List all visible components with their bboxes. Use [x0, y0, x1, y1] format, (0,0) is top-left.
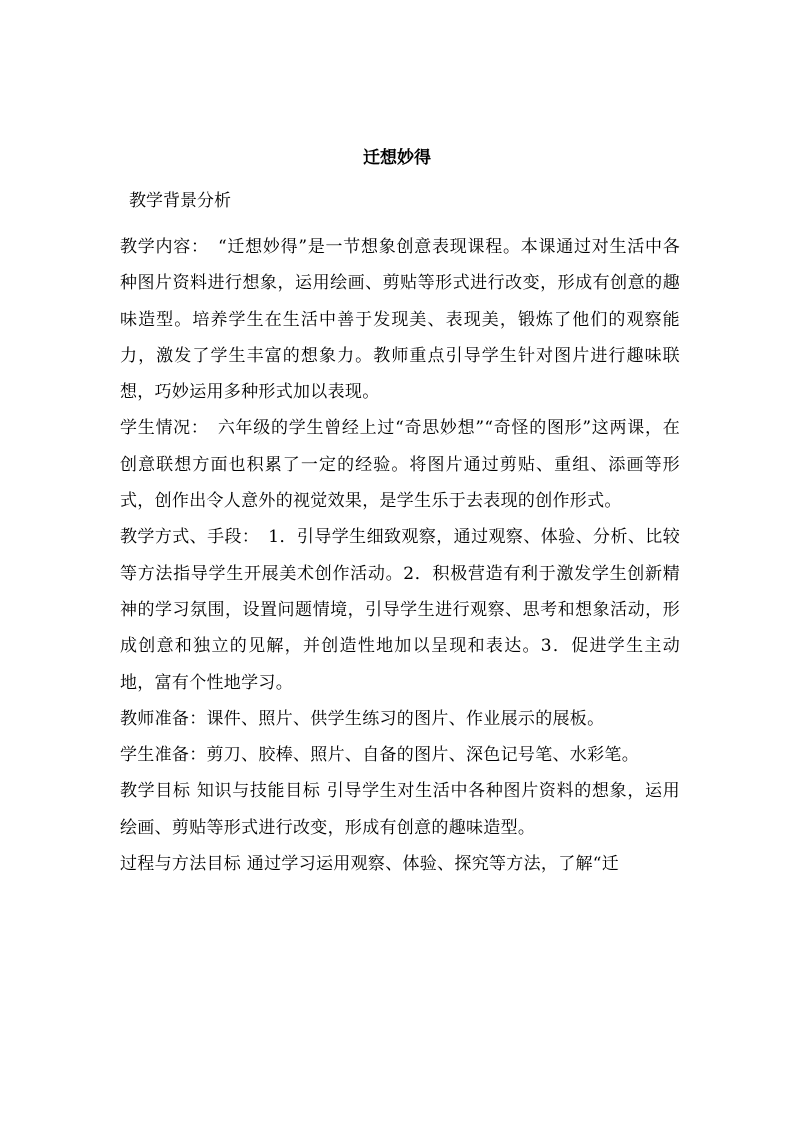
paragraph-teaching-goals: 教学目标 知识与技能目标 引导学生对生活中各种图片资料的想象，运用绘画、剪贴等形式进行改变，形成有创意的趣味造型。 [120, 781, 680, 838]
paragraph-teaching-content: 教学内容： “迁想妙得”是一节想象创意表现课程。本课通过对生活中各种图片资料进行想象，运用绘画、剪贴等形式进行改变，形成有创意的趣味造型。培养学生在生活中善于发现美、表现美，锻炼了他们的观察能力，激发了学生丰富的想象力。教师重点引导学生针对图片进行趣味联想，巧妙运用多种形式加以表现。 [120, 237, 680, 403]
document-title: 迁想妙得 [363, 148, 431, 168]
paragraph-student-preparation: 学生准备：剪刀、胶棒、照片、自备的图片、深色记号笔、水彩笔。 [120, 745, 639, 766]
paragraph-student-situation: 学生情况： 六年级的学生曾经上过“奇思妙想”“奇怪的图形”这两课，在创意联想方面也积累了一定的经验。将图片通过剪贴、重组、添画等形式，创作出令人意外的视觉效果，是学生乐于去表现的创作形式。 [120, 418, 680, 512]
section-heading: 教学背景分析 [129, 191, 231, 211]
paragraph-teacher-preparation: 教师准备：课件、照片、供学生练习的图片、作业展示的展板。 [120, 708, 605, 729]
document-body [120, 229, 680, 882]
paragraph-process-goals: 过程与方法目标 通过学习运用观察、体验、探究等方法，了解“迁 [120, 854, 620, 875]
paragraph-teaching-methods: 教学方式、手段： 1．引导学生细致观察，通过观察、体验、分析、比较等方法指导学生开展美术创作活动。2．积极营造有利于激发学生创新精神的学习氛围，设置问题情境，引导学生进行观察、思考和想象活动，形成创意和独立的见解，并创造性地加以呈现和表达。3．促进学生主动地，富有个性地学习。 [120, 527, 680, 693]
